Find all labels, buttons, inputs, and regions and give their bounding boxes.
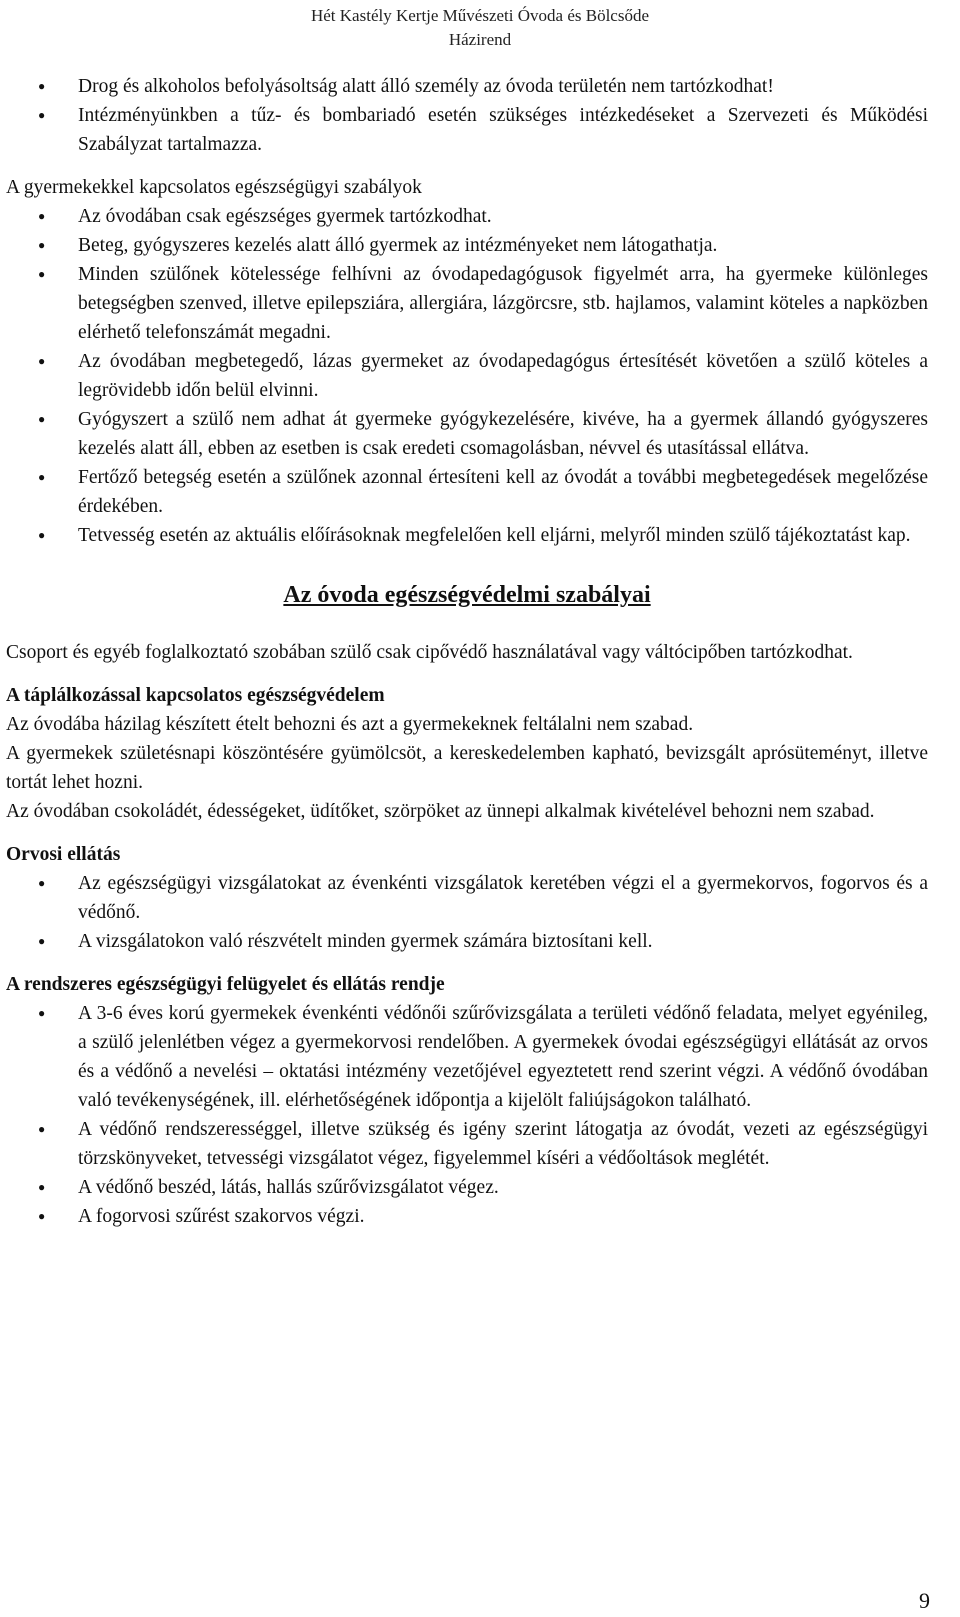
list-item: ● Gyógyszert a szülő nem adhat át gyermeke gyógykezelésére, kivéve, ha a gyermek állandó gyógyszeres kezelés alatt áll, ebben az esetben is csak eredeti csomagolásban, névvel és utasítással ellátva. [6, 405, 928, 463]
room-rule-paragraph: Csoport és egyéb foglalkoztató szobában szülő csak cipővédő használatával vagy váltócipőben tartózkodhat. [6, 642, 853, 663]
list-item: ● Az egészségügyi vizsgálatokat az évenkénti vizsgálatok keretében végzi el a gyermekorvos, fogorvos és a védőnő. [6, 869, 928, 927]
list-item: ● Fertőző betegség esetén a szülőnek azonnal értesíteni kell az óvodát a további megbetegedések megelőzése érdekében. [6, 463, 928, 521]
supervision-list [6, 999, 928, 1231]
nutrition-heading: A táplálkozással kapcsolatos egészségvédelem [6, 685, 385, 706]
section-title: Az óvoda egészségvédelmi szabályai [283, 582, 651, 608]
list-item: ● A 3-6 éves korú gyermekek évenkénti védőnői szűrővizsgálata a területi védőnő feladata, melyet egyénileg, a szülő jelenlétben végez a gyermekorvosi rendelőben. A gyermekek óvodai egészségügyi ellátását az orvos és a védőnő a nevelési – oktatási intézmény vezetőjével egyeztetett rend szerint végzi. A védőnő óvodában való tevékenységének, ill. elérhetőségének időpontja a kijelölt faliújságokon található. [6, 999, 928, 1115]
nutrition-paragraph: Az óvodában csokoládét, édességeket, üdítőket, szörpöket az ünnepi alkalmak kivételével behozni nem szabad. [6, 801, 875, 822]
list-item: ● Minden szülőnek kötelessége felhívni az óvodapedagógusok figyelmét arra, ha gyermeke különleges betegségben szenved, illetve epilepsziára, allergiára, lázgörcsre, stb. hajlamos, valamint köteles a napközben elérhető telefonszámát megadni. [6, 260, 928, 347]
list-item: ● Az óvodában megbetegedő, lázas gyermeket az óvodapedagógus értesítését követően a szülő köteles a legrövidebb időn belül elvinni. [6, 347, 928, 405]
nutrition-paragraph: A gyermekek születésnapi köszöntésére gyümölcsöt, a kereskedelemben kapható, bevizsgált aprósüteményt, illetve tortát lehet hozni. [6, 743, 928, 793]
page-header [0, 4, 960, 52]
list-item: ● A vizsgálatokon való részvételt minden gyermek számára biztosítani kell. [6, 927, 928, 956]
list-item: ● A fogorvosi szűrést szakorvos végzi. [6, 1202, 928, 1231]
medical-care-heading: Orvosi ellátás [6, 844, 121, 865]
list-item: ● A védőnő rendszerességgel, illetve szükség és igény szerint látogatja az óvodát, vezeti az egészségügyi törzskönyveket, tetvességi vizsgálatot végez, figyelemmel kíséri a védőoltások meglétét. [6, 1115, 928, 1173]
list-item: ● Beteg, gyógyszeres kezelés alatt álló gyermek az intézményeket nem látogathatja. [6, 231, 928, 260]
header-document-title: Házirend [448, 30, 512, 49]
document-body [6, 72, 928, 1231]
supervision-heading: A rendszeres egészségügyi felügyelet és ellátás rendje [6, 974, 445, 995]
health-rules-list [6, 202, 928, 550]
list-item: ● Drog és alkoholos befolyásoltság alatt álló személy az óvoda területén nem tartózkodhat! [6, 72, 928, 101]
list-item: ● A védőnő beszéd, látás, hallás szűrővizsgálatot végez. [6, 1173, 928, 1202]
list-item: ● Intézményünkben a tűz- és bombariadó esetén szükséges intézkedéseket a Szervezeti és Működési Szabályzat tartalmazza. [6, 101, 928, 159]
medical-care-list [6, 869, 928, 956]
list-item: ● Tetvesség esetén az aktuális előírásoknak megfelelően kell eljárni, melyről minden szülő tájékoztatást kap. [6, 521, 928, 550]
header-institution: Hét Kastély Kertje Művészeti Óvoda és Bölcsőde [310, 6, 650, 25]
top-bullet-list [6, 72, 928, 159]
list-item: ● Az óvodában csak egészséges gyermek tartózkodhat. [6, 202, 928, 231]
health-rules-heading: A gyermekekkel kapcsolatos egészségügyi szabályok [6, 177, 422, 198]
nutrition-paragraph: Az óvodába házilag készített ételt behozni és azt a gyermekeknek feltálalni nem szabad. [6, 714, 694, 735]
page-number: 9 [919, 1588, 930, 1613]
